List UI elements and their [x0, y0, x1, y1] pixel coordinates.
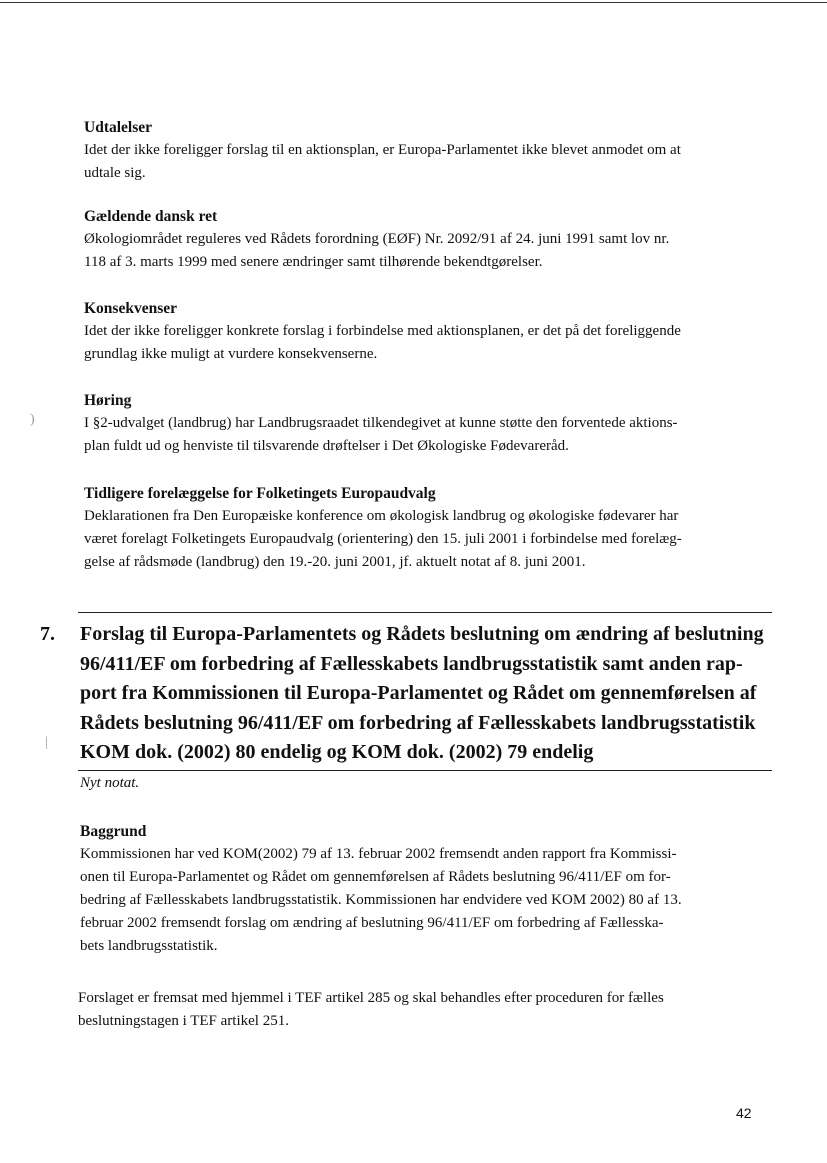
section-title-line: KOM dok. (2002) 80 endelig og KOM dok. (2002) 79 endelig [80, 741, 594, 763]
paragraph-line: Idet der ikke foreligger konkrete forslag i forbindelse med aktionsplanen, er det på det foreliggende [84, 323, 681, 339]
section-title [80, 620, 770, 768]
paragraph-line: været forelagt Folketingets Europaudvalg (orientering) den 15. juli 2001 i forbindelse med forelæg- [84, 531, 682, 547]
section-baggrund [80, 821, 760, 958]
paragraph-line: 118 af 3. marts 1999 med senere ændringer samt tilhørende bekendtgørelser. [84, 254, 543, 270]
paragraph-line: I §2-udvalget (landbrug) har Landbrugsraadet tilkendegivet at kunne støtte den forventede aktions- [84, 415, 678, 431]
paragraph-line: udtale sig. [84, 165, 146, 181]
paragraph-line: bets landbrugsstatistik. [80, 938, 218, 954]
paragraph-line: Forslaget er fremsat med hjemmel i TEF artikel 285 og skal behandles efter proceduren for fælles [78, 990, 664, 1006]
section-konsekvenser [84, 298, 764, 366]
section-heading: Tidligere forelæggelse for Folketingets Europaudvalg [84, 485, 436, 502]
section-heading: Høring [84, 392, 132, 409]
section-divider [78, 612, 772, 613]
section-heading: Baggrund [80, 823, 147, 840]
paragraph-line: grundlag ikke muligt at vurdere konsekvenserne. [84, 346, 378, 362]
paragraph-line: Kommissionen har ved KOM(2002) 79 af 13. februar 2002 fremsendt anden rapport fra Kommissi- [80, 846, 677, 862]
note-nyt-notat: Nyt notat. [80, 775, 140, 791]
section-number: 7. [40, 623, 55, 645]
paragraph-line: Deklarationen fra Den Europæiske konference om økologisk landbrug og økologiske fødevarer har [84, 508, 679, 524]
section-title-line: Forslag til Europa-Parlamentets og Rådets beslutning om ændring af beslutning [80, 623, 764, 645]
top-scan-rule [0, 2, 827, 3]
section-title-line: Rådets beslutning 96/411/EF om forbedring af Fællesskabets landbrugsstatistik [80, 711, 756, 734]
paragraph-hjemmel [78, 987, 758, 1033]
paragraph-line: Idet der ikke foreligger forslag til en aktionsplan, er Europa-Parlamentet ikke blevet anmodet om at [84, 142, 681, 158]
paragraph-line: onen til Europa-Parlamentet og Rådet om gennemførelsen af Rådets beslutning 96/411/EF om for- [80, 869, 671, 885]
section-udtalelser [84, 117, 764, 185]
paragraph-line: gelse af rådsmøde (landbrug) den 19.-20. juni 2001, jf. aktuelt notat af 8. juni 2001. [84, 554, 586, 570]
section-heading: Konsekvenser [84, 300, 177, 317]
section-divider [78, 770, 772, 771]
section-horing [84, 390, 764, 458]
paragraph-line: bedring af Fællesskabets landbrugsstatistik. Kommissionen har endvidere ved KOM 2002) 80 af 13. [80, 892, 682, 908]
margin-scan-mark: ) [30, 412, 35, 427]
paragraph-line: plan fuldt ud og henviste til tilsvarende drøftelser i Det Økologiske Fødevareråd. [84, 438, 569, 454]
page-number: 42 [736, 1105, 752, 1121]
paragraph-line: beslutningstagen i TEF artikel 251. [78, 1013, 289, 1029]
section-title-line: 96/411/EF om forbedring af Fællesskabets landbrugsstatistik samt anden rap- [80, 652, 743, 675]
section-heading: Gældende dansk ret [84, 208, 218, 225]
paragraph-line: februar 2002 fremsendt forslag om ændring af beslutning 96/411/EF om forbedring af Fællesska- [80, 915, 664, 931]
margin-scan-mark: | [45, 735, 48, 750]
section-title-line: port fra Kommissionen til Europa-Parlamentet og Rådet om gennemførelsen af [80, 682, 757, 704]
section-tidligere-forelaeggelse [84, 483, 764, 574]
paragraph-line: Økologiområdet reguleres ved Rådets forordning (EØF) Nr. 2092/91 af 24. juni 1991 samt lov nr. [84, 231, 670, 247]
section-gaeldende-dansk-ret [84, 206, 764, 274]
section-heading: Udtalelser [84, 119, 153, 136]
